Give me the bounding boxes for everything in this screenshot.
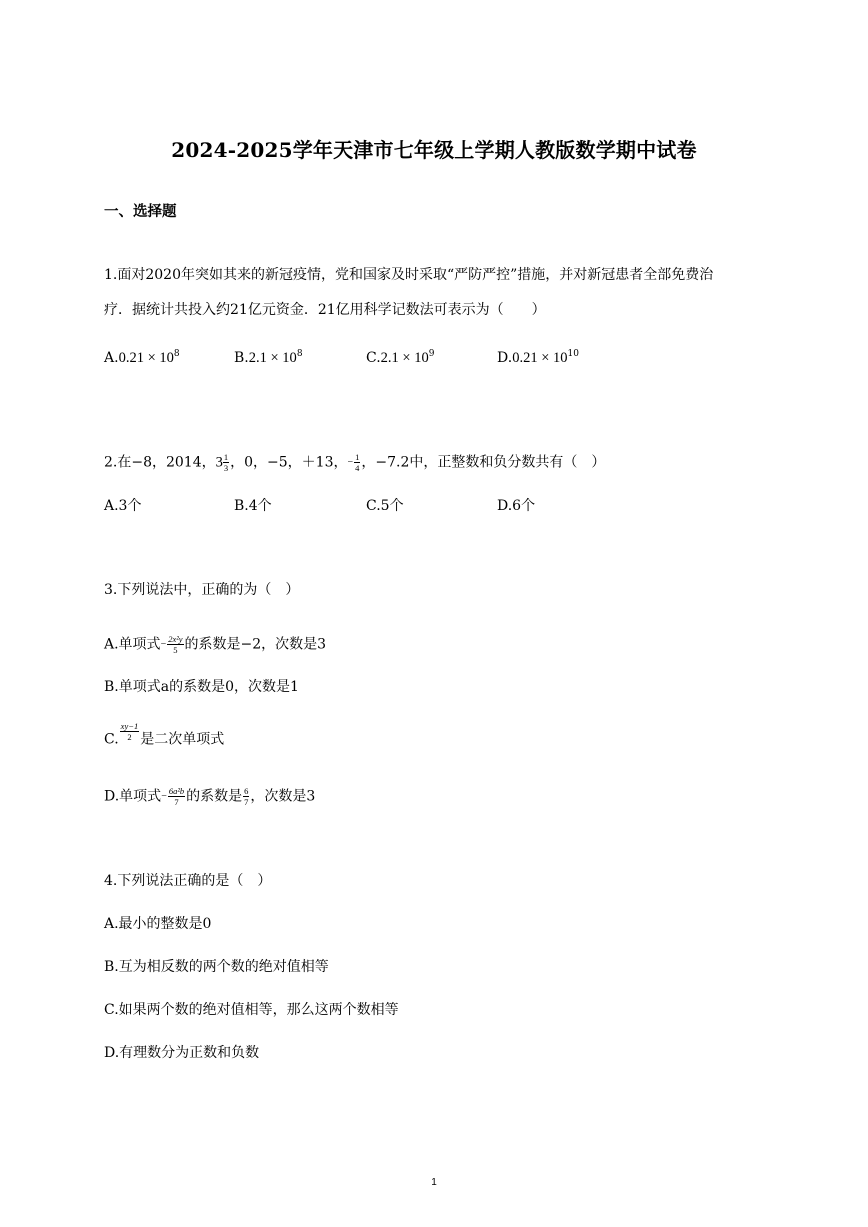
question-2-suffix: ，−7.2中，正整数和负分数共有（ ） [361, 454, 606, 471]
fraction-numerator: 6a²b [168, 786, 185, 796]
fraction-numerator: xy−1 [120, 721, 139, 731]
option-c-base: 2.1 × 10 [380, 350, 429, 366]
question-2-middle: ，0，−5，＋13， [230, 454, 348, 471]
option-a-exponent: 8 [173, 349, 180, 359]
question-1-stem-line-1: 1.面对2020年突如其来的新冠疫情，党和国家及时采取“严防严控”措施，并对新冠患者全部免费治 [104, 267, 714, 283]
option-d-label: D. [497, 350, 513, 366]
option-a-suffix: 的系数是−2，次数是3 [184, 636, 327, 653]
fraction-denominator: 2 [127, 732, 132, 742]
question-2-option-b: B.4个 [234, 498, 272, 514]
option-c-label: C. [366, 350, 381, 366]
fraction-sign: − [161, 790, 167, 802]
page-number: 1 [431, 1177, 437, 1188]
page-title: 2024-2025学年天津市七年级上学期人教版数学期中试卷 [171, 138, 697, 162]
negative-fraction [347, 452, 361, 473]
fraction-sign: − [347, 456, 354, 468]
section-heading: 一、选择题 [104, 203, 177, 220]
question-1-stem-line-2: 疗．据统计共投入约21亿元资金．21亿用科学记数法可表示为（ ） [104, 302, 546, 318]
option-a-label: A. [104, 350, 119, 366]
option-d-middle: 的系数是 [186, 788, 243, 805]
question-3-option-c [104, 721, 225, 750]
option-c-fraction [120, 721, 140, 742]
question-4-option-b: B.互为相反数的两个数的绝对值相等 [104, 959, 329, 975]
monomial-fraction-body [168, 786, 185, 807]
option-a-base: 0.21 × 10 [118, 350, 174, 366]
monomial-fraction [161, 634, 185, 655]
question-4-option-d: D.有理数分为正数和负数 [104, 1045, 260, 1061]
question-3-option-a [104, 634, 326, 655]
question-2-prefix: 2.在−8，2014， [104, 454, 216, 471]
coefficient-fraction [243, 786, 249, 807]
option-d-exponent: 10 [567, 349, 579, 359]
fraction-numerator: 6 [244, 786, 249, 796]
fraction-denominator: 7 [244, 797, 249, 807]
fraction-denominator: 7 [174, 797, 179, 807]
question-2-stem [104, 452, 605, 473]
option-b-label: B. [234, 350, 249, 366]
option-b-base: 2.1 × 10 [248, 350, 297, 366]
option-c-suffix: 是二次单项式 [140, 731, 225, 748]
question-2-option-d: D.6个 [497, 498, 536, 514]
question-4-option-c: C.如果两个数的绝对值相等，那么这两个数相等 [104, 1002, 399, 1018]
option-d-base: 0.21 × 10 [512, 350, 568, 366]
option-d-suffix: ，次数是3 [250, 788, 316, 805]
fraction-sign: − [160, 638, 167, 650]
fraction-denominator: 3 [223, 463, 229, 473]
question-1-option-a [104, 350, 180, 367]
monomial-fraction [161, 786, 186, 807]
fraction-denominator: 5 [173, 645, 178, 655]
question-3-option-b: B.单项式a的系数是0，次数是1 [104, 679, 299, 695]
fraction-denominator: 4 [355, 463, 360, 473]
question-2-option-a: A.3个 [104, 498, 142, 514]
option-d-prefix: D.单项式 [104, 788, 162, 805]
question-2-option-c: C.5个 [366, 498, 404, 514]
question-1-option-b [234, 350, 303, 367]
fraction-numerator: 1 [355, 452, 360, 462]
question-4-option-a: A.最小的整数是0 [104, 916, 212, 932]
question-1-option-c [366, 350, 434, 367]
negative-fraction-body [354, 452, 360, 473]
mixed-number-fraction [223, 452, 229, 473]
question-3-stem: 3.下列说法中，正确的为（ ） [104, 582, 300, 598]
question-4-stem: 4.下列说法正确的是（ ） [104, 873, 272, 889]
question-1-option-d [497, 350, 579, 367]
monomial-fraction-body [167, 634, 183, 655]
mixed-number-whole: 3 [215, 454, 223, 471]
option-c-prefix: C. [104, 731, 119, 748]
fraction-numerator: 2x²y [168, 634, 183, 644]
question-3-option-d [104, 786, 315, 807]
option-a-prefix: A.单项式 [104, 636, 161, 653]
option-b-exponent: 8 [296, 349, 303, 359]
fraction-numerator: 1 [223, 452, 229, 462]
option-c-exponent: 9 [428, 349, 435, 359]
